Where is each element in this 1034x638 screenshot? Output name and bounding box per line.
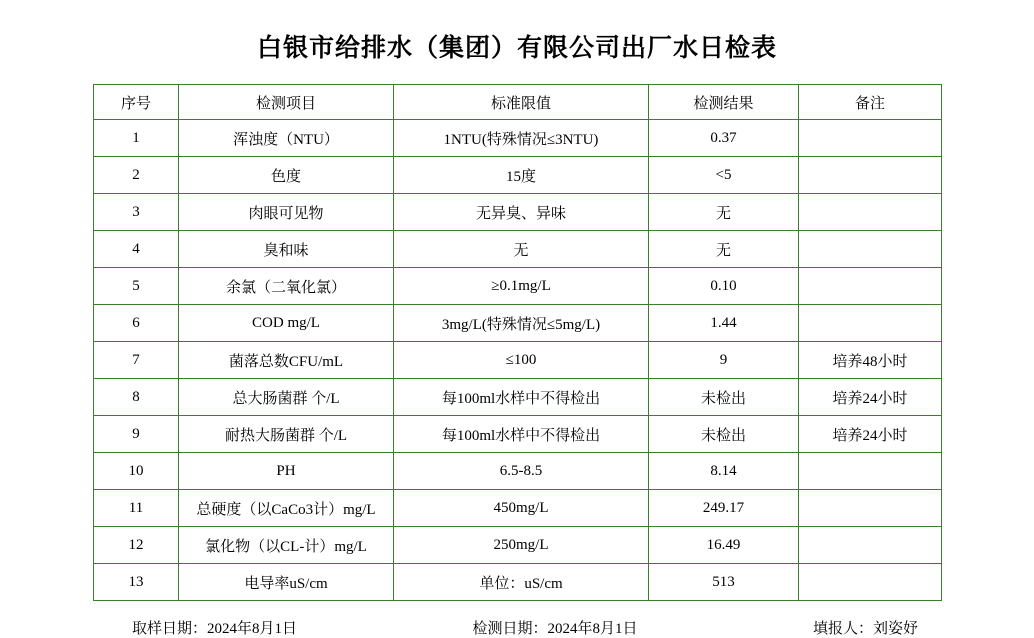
table-header	[94, 85, 942, 120]
cell-limit: 每100ml水样中不得检出	[394, 379, 649, 416]
cell-result: 1.44	[649, 305, 799, 342]
cell-result: 9	[649, 342, 799, 379]
cell-item: 耐热大肠菌群 个/L	[179, 416, 394, 453]
table-row	[94, 231, 942, 268]
cell-result: 无	[649, 194, 799, 231]
cell-item: 电导率uS/cm	[179, 564, 394, 601]
table-row	[94, 342, 942, 379]
cell-remark: 培养24小时	[799, 379, 942, 416]
table-row	[94, 490, 942, 527]
test-date: 检测日期：2024年8月1日	[472, 621, 638, 637]
cell-no: 5	[94, 268, 179, 305]
cell-no: 7	[94, 342, 179, 379]
reporter: 填报人：刘姿妤	[812, 621, 918, 637]
cell-item: 氯化物（以CL-计）mg/L	[179, 527, 394, 564]
cell-no: 4	[94, 231, 179, 268]
cell-no: 8	[94, 379, 179, 416]
cell-item: 肉眼可见物	[179, 194, 394, 231]
cell-no: 3	[94, 194, 179, 231]
cell-limit: 15度	[394, 157, 649, 194]
cell-no: 9	[94, 416, 179, 453]
cell-remark	[799, 231, 942, 268]
column-header-no: 序号	[94, 85, 179, 120]
cell-no: 2	[94, 157, 179, 194]
cell-no: 1	[94, 120, 179, 157]
table-row	[94, 120, 942, 157]
cell-remark	[799, 564, 942, 601]
table-row	[94, 416, 942, 453]
cell-result: 0.37	[649, 120, 799, 157]
table-row	[94, 527, 942, 564]
cell-no: 11	[94, 490, 179, 527]
cell-limit: 每100ml水样中不得检出	[394, 416, 649, 453]
cell-remark	[799, 305, 942, 342]
cell-limit: 无	[394, 231, 649, 268]
cell-limit: 1NTU(特殊情况≤3NTU)	[394, 120, 649, 157]
water-quality-table	[93, 84, 942, 601]
table-row	[94, 305, 942, 342]
cell-result: 8.14	[649, 453, 799, 490]
cell-limit: 6.5-8.5	[394, 453, 649, 490]
sampling-date: 取样日期：2024年8月1日	[132, 621, 298, 637]
cell-remark	[799, 268, 942, 305]
cell-no: 6	[94, 305, 179, 342]
cell-no: 10	[94, 453, 179, 490]
table-row	[94, 194, 942, 231]
cell-remark	[799, 527, 942, 564]
column-header-remark: 备注	[799, 85, 942, 120]
cell-item: 余氯（二氧化氯）	[179, 268, 394, 305]
cell-limit: 3mg/L(特殊情况≤5mg/L)	[394, 305, 649, 342]
cell-remark	[799, 194, 942, 231]
table-row	[94, 379, 942, 416]
table-container	[0, 84, 1034, 601]
cell-result: 249.17	[649, 490, 799, 527]
column-header-item: 检测项目	[179, 85, 394, 120]
table-row	[94, 157, 942, 194]
column-header-limit: 标准限值	[394, 85, 649, 120]
cell-remark: 培养24小时	[799, 416, 942, 453]
cell-item: 浑浊度（NTU）	[179, 120, 394, 157]
cell-limit: 单位：uS/cm	[394, 564, 649, 601]
cell-item: COD mg/L	[179, 305, 394, 342]
cell-item: 总硬度（以CaCo3计）mg/L	[179, 490, 394, 527]
page-title: 白银市给排水（集团）有限公司出厂水日检表	[256, 35, 777, 62]
cell-remark	[799, 490, 942, 527]
table-row	[94, 564, 942, 601]
cell-result: <5	[649, 157, 799, 194]
cell-remark	[799, 157, 942, 194]
cell-no: 12	[94, 527, 179, 564]
cell-result: 0.10	[649, 268, 799, 305]
cell-limit: 450mg/L	[394, 490, 649, 527]
cell-item: 臭和味	[179, 231, 394, 268]
table-body	[94, 120, 942, 601]
cell-limit: ≤100	[394, 342, 649, 379]
column-header-result: 检测结果	[649, 85, 799, 120]
cell-result: 未检出	[649, 379, 799, 416]
table-row	[94, 268, 942, 305]
cell-remark	[799, 120, 942, 157]
cell-item: 总大肠菌群 个/L	[179, 379, 394, 416]
cell-no: 13	[94, 564, 179, 601]
table-row	[94, 453, 942, 490]
cell-result: 未检出	[649, 416, 799, 453]
table-header-row	[94, 85, 942, 120]
cell-item: 色度	[179, 157, 394, 194]
cell-result: 无	[649, 231, 799, 268]
cell-item: PH	[179, 453, 394, 490]
cell-remark: 培养48小时	[799, 342, 942, 379]
cell-limit: ≥0.1mg/L	[394, 268, 649, 305]
cell-result: 16.49	[649, 527, 799, 564]
cell-limit: 无异臭、异味	[394, 194, 649, 231]
cell-item: 菌落总数CFU/mL	[179, 342, 394, 379]
cell-remark	[799, 453, 942, 490]
document-footer	[0, 601, 1034, 638]
cell-limit: 250mg/L	[394, 527, 649, 564]
cell-result: 513	[649, 564, 799, 601]
